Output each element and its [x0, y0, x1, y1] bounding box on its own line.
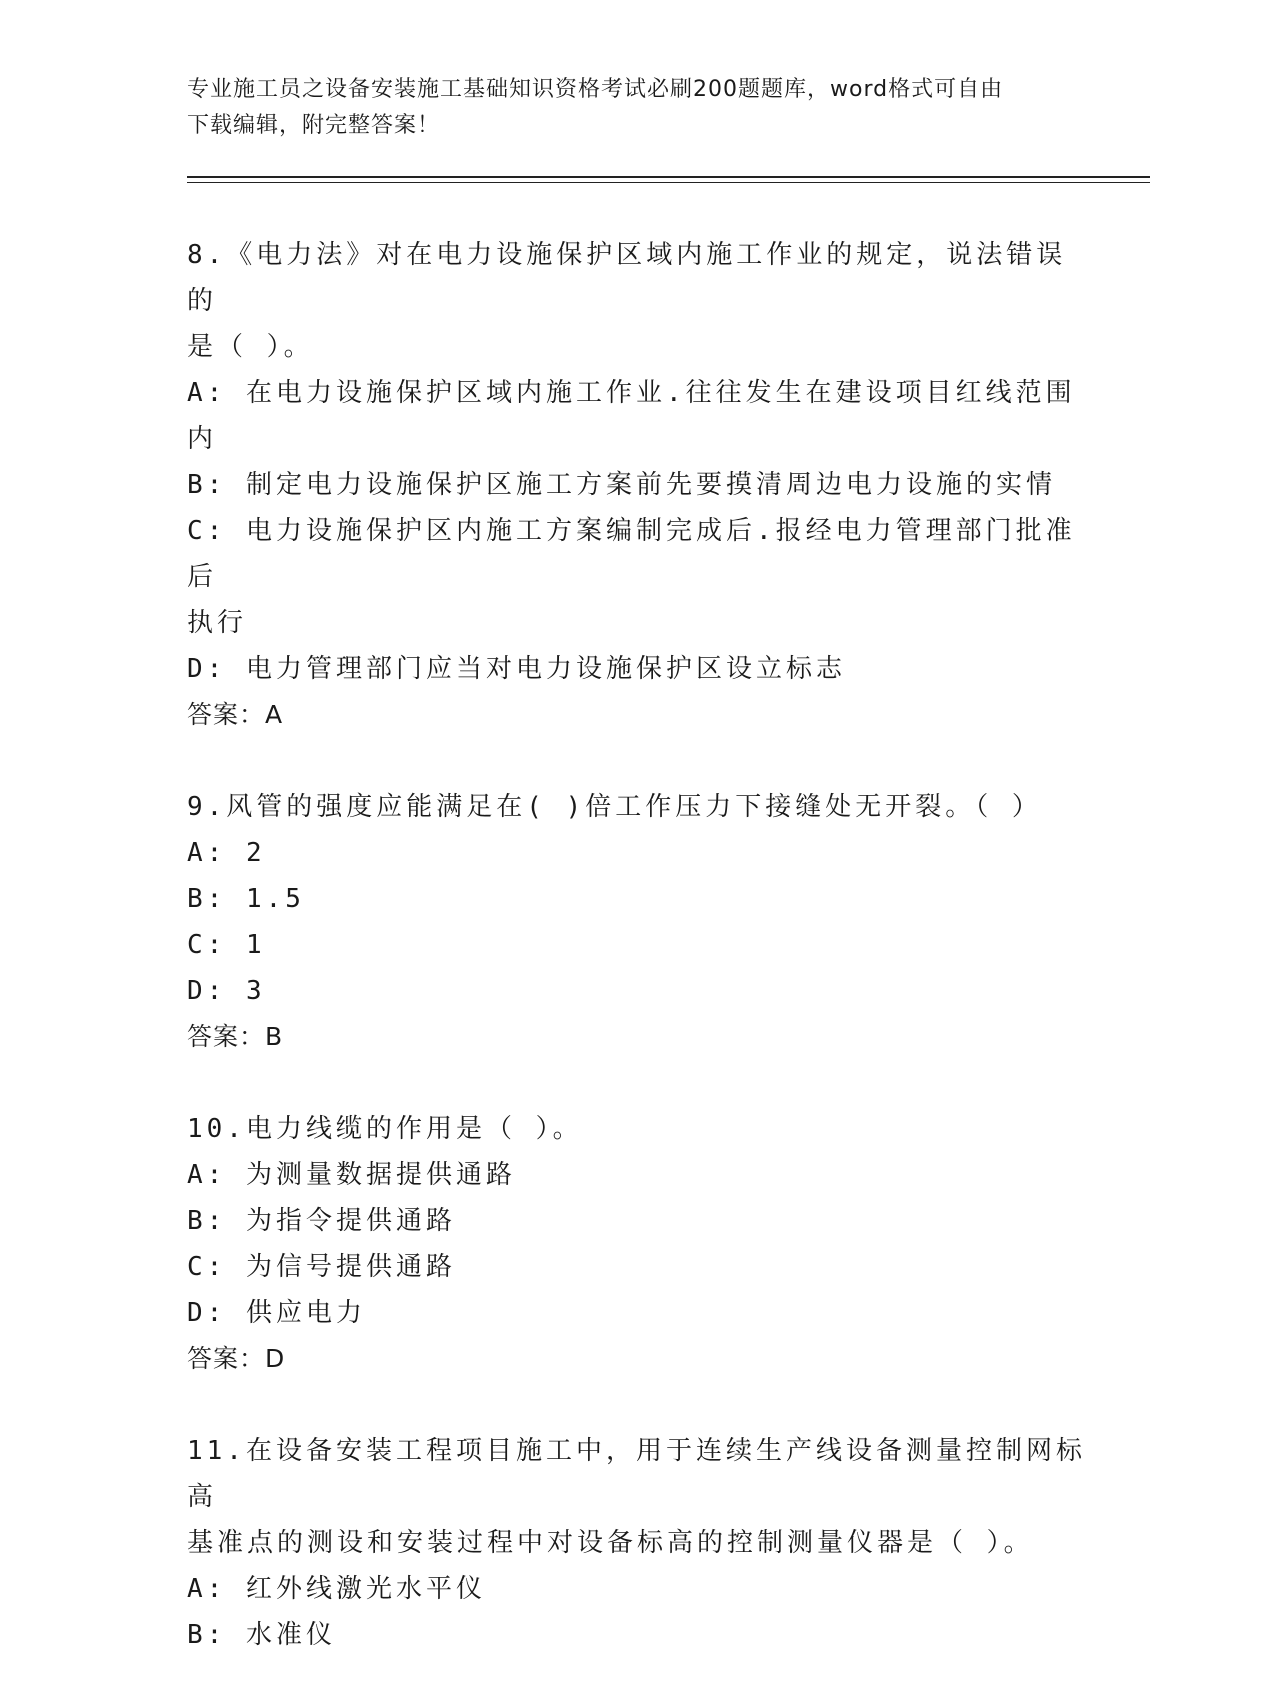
question-stem: 10.电力线缆的作用是（ ）。: [187, 1114, 583, 1144]
option-a: A: 2: [187, 838, 266, 868]
option-b: B: 制定电力设施保护区施工方案前先要摸清周边电力设施的实情: [187, 470, 1056, 500]
option-a: A: 在电力设施保护区域内施工作业.往往发生在建设项目红线范围内: [187, 378, 1076, 454]
option-d: D: 电力管理部门应当对电力设施保护区设立标志: [187, 654, 846, 684]
question-9: [187, 784, 1087, 1060]
answer: 答案：D: [187, 1344, 286, 1373]
answer: 答案：B: [187, 1022, 284, 1051]
option-c: C: 1: [187, 930, 266, 960]
option-d: D: 供应电力: [187, 1298, 366, 1328]
question-stem: 是（ ）。: [187, 332, 314, 362]
option-b: B: 为指令提供通路: [187, 1206, 456, 1236]
question-11: [187, 1428, 1087, 1658]
option-c-continued: 执行: [187, 608, 248, 638]
option-d: D: 3: [187, 976, 266, 1006]
question-stem: 8.《电力法》对在电力设施保护区域内施工作业的规定，说法错误的: [187, 240, 1067, 316]
question-list: [187, 232, 1087, 1704]
option-a: A: 为测量数据提供通路: [187, 1160, 516, 1190]
option-a: A: 红外线激光水平仪: [187, 1574, 486, 1604]
header-rule-thin: [187, 182, 1150, 183]
question-10: [187, 1106, 1087, 1382]
option-c: C: 为信号提供通路: [187, 1252, 456, 1282]
document-header: [187, 72, 1087, 144]
question-stem: 11.在设备安装工程项目施工中，用于连续生产线设备测量控制网标高: [187, 1436, 1086, 1512]
option-b: B: 水准仪: [187, 1620, 336, 1650]
answer: 答案：A: [187, 700, 284, 729]
question-stem: 9.风管的强度应能满足在( )倍工作压力下接缝处无开裂。（ ）: [187, 792, 1042, 822]
option-b: B: 1.5: [187, 884, 305, 914]
header-line-1: 专业施工员之设备安装施工基础知识资格考试必刷200题题库，word格式可自由: [187, 77, 1004, 102]
header-line-2: 下载编辑，附完整答案！: [187, 113, 441, 138]
question-stem: 基准点的测设和安装过程中对设备标高的控制测量仪器是（ ）。: [187, 1528, 1034, 1558]
header-rule-thick: [187, 176, 1150, 178]
option-c: C: 电力设施保护区内施工方案编制完成后.报经电力管理部门批准后: [187, 516, 1076, 592]
question-8: [187, 232, 1087, 738]
